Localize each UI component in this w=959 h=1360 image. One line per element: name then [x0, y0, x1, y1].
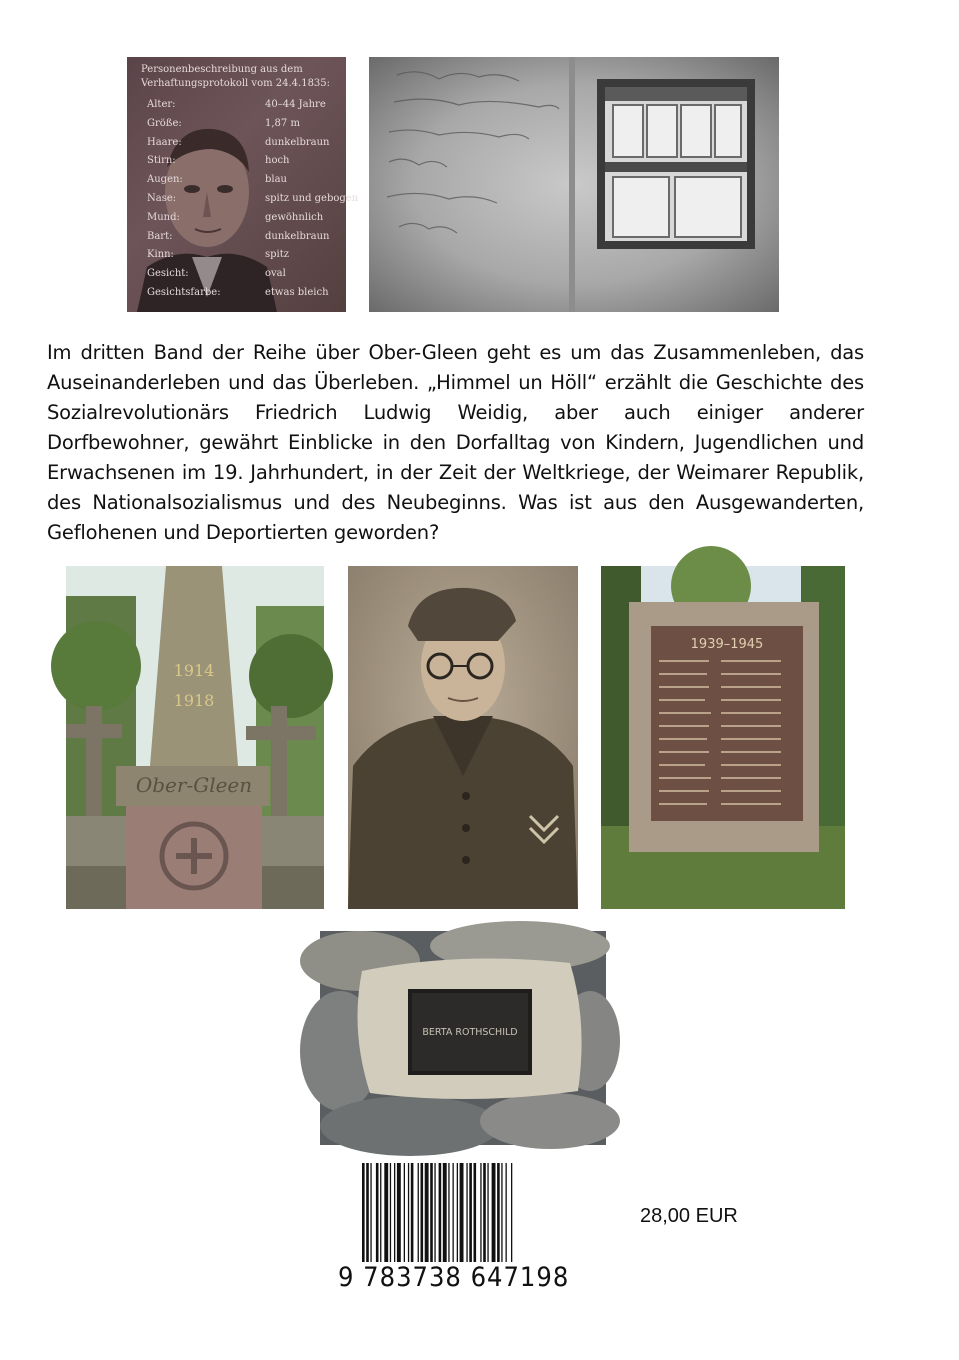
back-cover-description: Im dritten Band der Reihe über Ober-Gleen geht es um das Zusammenleben, das Auseinanderleben und das Überleben. „Himmel un Höll“ erzählt die Geschichte des Sozialrevolutionärs Friedrich Ludwig Weidig, aber auch einiger anderer Dorfbewohner, gewährt Einblicke in den Dorfalltag von Kindern, Jugendlichen und Erwachsenen im 19. Jahrhundert, in der Zeit der Weltkriege, der Weimarer Republik, des Nationalsozialismus und des Neubeginns. Was ist aus den Ausgewanderten, Geflohenen und Deportierten geworden?	[47, 341, 864, 544]
poster-row: Mund: gewöhnlich	[147, 211, 324, 223]
plaque-name: BERTA ROTHSCHILD	[422, 1027, 518, 1038]
poster-row: Bart: dunkelbraun	[147, 230, 330, 242]
memorial1-years-bottom: 1918	[173, 691, 215, 710]
poster-row: Kinn: spitz	[147, 249, 290, 261]
portrait-photo-weidig	[127, 57, 359, 312]
poster-row: Augen: blau	[147, 174, 288, 186]
ww2-memorial-photo	[601, 566, 845, 909]
price-label: 28,00 EUR	[640, 1205, 738, 1227]
poster-row: Gesichtsfarbe: etwas bleich	[147, 286, 329, 298]
poster-heading: Personenbeschreibung aus dem Verhaftungsprotokoll vom 24.4.1835:	[141, 64, 331, 89]
memorial2-years: 1939–1945	[690, 637, 764, 652]
poster-row: Gesicht: oval	[147, 268, 286, 280]
poster-row: Alter: 40–44 Jahre	[147, 99, 326, 110]
memorial1-inscription: Ober-Gleen	[135, 773, 253, 797]
ww1-memorial-photo	[66, 566, 324, 909]
soldier-portrait-photo	[348, 566, 578, 909]
poster-row: Haare: dunkelbraun	[147, 136, 330, 148]
prison-cell-photo	[369, 57, 779, 312]
stolperstein-photo	[320, 931, 606, 1145]
poster-row: Größe: 1,87 m	[147, 117, 300, 129]
memorial1-years-top: 1914	[173, 661, 215, 680]
isbn-number: 9 783738 647198	[338, 1262, 578, 1293]
poster-row: Stirn: hoch	[147, 155, 290, 167]
cell-wall-illustration	[369, 57, 779, 312]
poster-row: Nase: spitz und gebogen	[147, 192, 359, 204]
